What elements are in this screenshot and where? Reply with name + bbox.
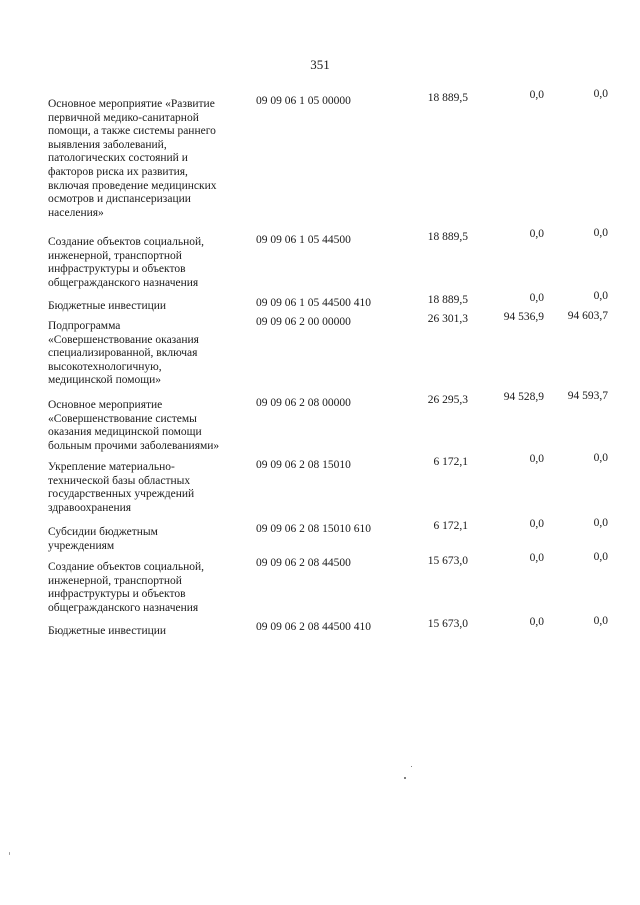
row-value-2: 0,0: [529, 518, 544, 530]
row-name: Субсидии бюджетным учреждениям: [48, 526, 158, 552]
row-code: 09 09 06 1 05 44500: [256, 234, 351, 246]
row-name: Создание объектов социальной, инженерной, транспортной инфраструктуры и объектов общегражданского назначения: [48, 561, 205, 614]
scan-speck: [404, 777, 406, 779]
row-value-3: 0,0: [593, 551, 608, 563]
row-name: Укрепление материально- технической базы областных государственных учреждений здравоохранения: [48, 461, 195, 514]
row-name: Основное мероприятие «Совершенствование системы оказания медицинской помощи больным прочими заболеваниями»: [48, 399, 220, 452]
row-code: 09 09 06 2 08 15010: [256, 459, 351, 471]
row-value-1: 18 889,5: [427, 231, 468, 243]
row-value-2: 94 528,9: [503, 391, 544, 403]
row-value-3: 0,0: [593, 290, 608, 302]
page-number: 351: [310, 57, 330, 72]
row-code: 09 09 06 2 08 15010 610: [256, 523, 371, 535]
row-name: Бюджетные инвестиции: [48, 300, 167, 312]
row-value-2: 0,0: [529, 552, 544, 564]
row-value-1: 6 172,1: [433, 456, 468, 468]
row-code: 09 09 06 2 08 00000: [256, 397, 351, 409]
row-value-1: 15 673,0: [427, 618, 468, 630]
row-value-1: 15 673,0: [427, 555, 468, 567]
row-value-3: 94 593,7: [567, 390, 608, 402]
row-value-3: 0,0: [593, 227, 608, 239]
row-code: 09 09 06 1 05 44500 410: [256, 297, 371, 309]
row-value-3: 0,0: [593, 615, 608, 627]
row-value-3: 94 603,7: [567, 310, 608, 322]
row-name: Создание объектов социальной, инженерной, транспортной инфраструктуры и объектов общегражданского назначения: [48, 236, 205, 289]
row-value-1: 26 301,3: [427, 313, 468, 325]
row-value-3: 0,0: [593, 452, 608, 464]
row-value-2: 94 536,9: [503, 311, 544, 323]
row-value-3: 0,0: [593, 517, 608, 529]
row-value-2: 0,0: [529, 453, 544, 465]
row-value-2: 0,0: [529, 89, 544, 101]
row-value-2: 0,0: [529, 228, 544, 240]
row-value-1: 18 889,5: [427, 92, 468, 104]
row-name: Бюджетные инвестиции: [48, 625, 167, 637]
row-value-2: 0,0: [529, 292, 544, 304]
row-code: 09 09 06 2 00 00000: [256, 316, 351, 328]
row-value-1: 26 295,3: [427, 394, 468, 406]
row-code: 09 09 06 2 08 44500 410: [256, 621, 371, 633]
row-value-2: 0,0: [529, 616, 544, 628]
scan-speck: [411, 766, 412, 767]
row-name: Основное мероприятие «Развитие первичной медико-санитарной помощи, а также системы раннего выявления заболеваний, патологических состояний и факторов риска их развития, включая проведение медицинских осмотров и диспансеризации населения»: [48, 98, 217, 219]
scan-speck: [9, 852, 10, 855]
row-code: 09 09 06 1 05 00000: [256, 95, 351, 107]
row-value-3: 0,0: [593, 88, 608, 100]
row-name: Подпрограмма «Совершенствование оказания специализированной, включая высокотехнологичную, медицинской помощи»: [48, 320, 199, 387]
row-value-1: 18 889,5: [427, 294, 468, 306]
row-code: 09 09 06 2 08 44500: [256, 557, 351, 569]
row-value-1: 6 172,1: [433, 520, 468, 532]
